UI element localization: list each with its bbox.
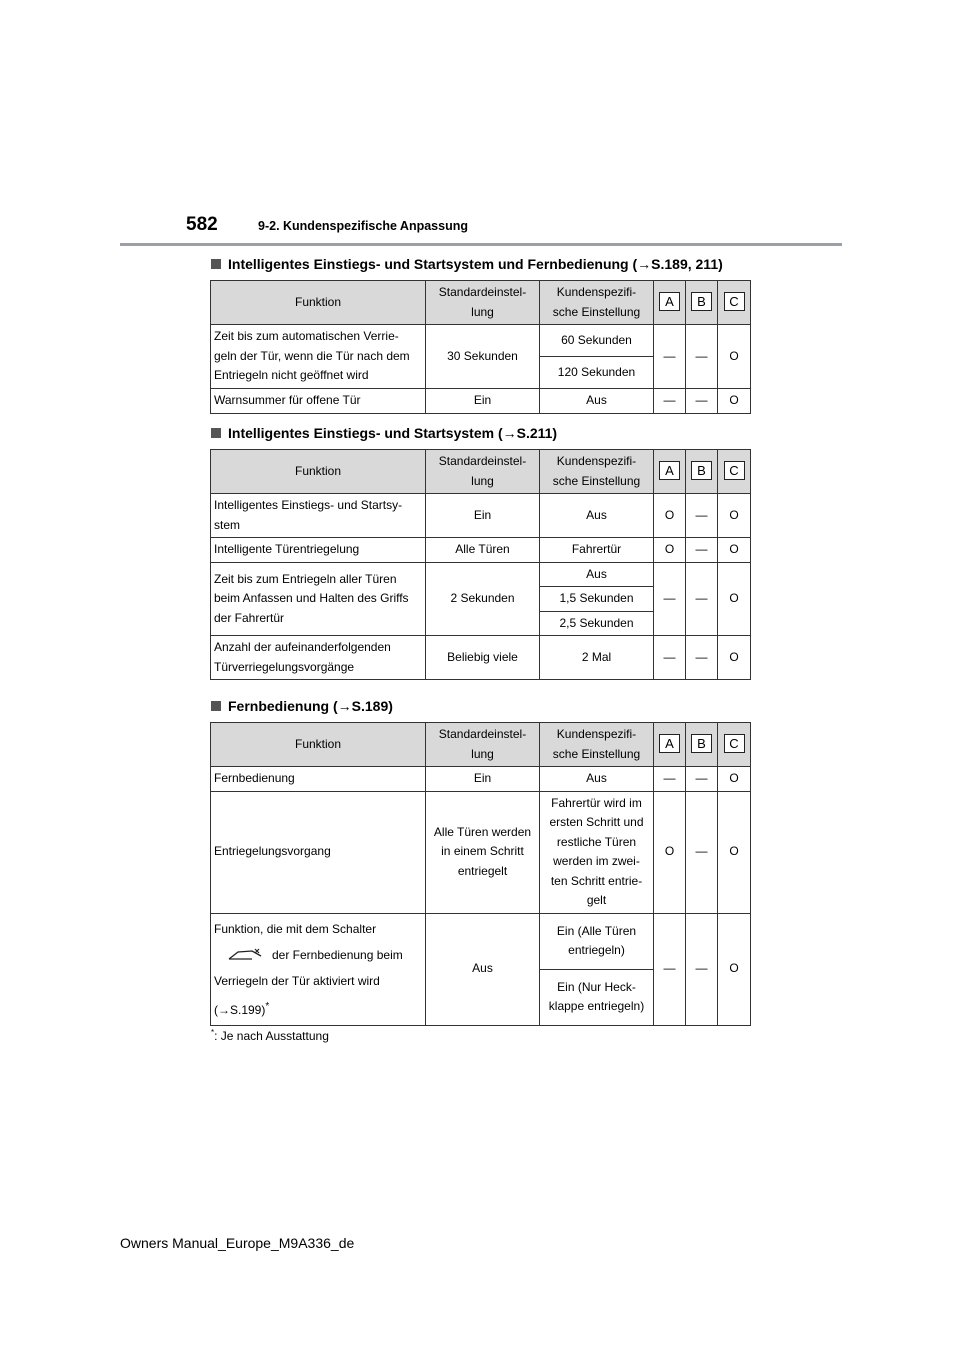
car-lock-icon xyxy=(226,947,264,963)
column-header-default: Standardeinstel- lung xyxy=(426,723,540,767)
mark-b: — xyxy=(686,767,718,792)
default-cell: Ein xyxy=(426,389,540,414)
table-row xyxy=(211,636,751,680)
table-header-row xyxy=(211,281,751,325)
mark-c: O xyxy=(718,791,751,913)
mark-c: O xyxy=(718,538,751,563)
function-cell: Entriegelungsvorgang xyxy=(211,791,426,913)
settings-table-entry-start-remote xyxy=(210,280,751,414)
header-rule xyxy=(120,243,842,246)
section-title-remote xyxy=(211,698,393,714)
table-row xyxy=(211,494,751,538)
section-title-entry-start xyxy=(211,425,557,441)
chapter-title: 9-2. Kundenspezifische Anpassung xyxy=(258,219,468,233)
function-cell: Fernbedienung xyxy=(211,767,426,792)
table-row xyxy=(211,325,751,357)
mark-b: — xyxy=(686,791,718,913)
mark-c: O xyxy=(718,562,751,636)
option-cell: Aus xyxy=(540,562,654,587)
table-row xyxy=(211,791,751,913)
table-row xyxy=(211,913,751,969)
mark-a: — xyxy=(654,636,686,680)
mark-a: — xyxy=(654,913,686,1025)
mark-c: O xyxy=(718,494,751,538)
option-cell: 120 Sekunden xyxy=(540,357,654,389)
option-cell: 1,5 Sekunden xyxy=(540,587,654,612)
column-header-default: Standardeinstel- lung xyxy=(426,281,540,325)
column-header-c: C xyxy=(718,723,751,767)
section-title-text: Fernbedienung (→S.189) xyxy=(228,698,393,714)
table-row xyxy=(211,562,751,587)
column-header-custom: Kundenspezifi- sche Einstellung xyxy=(540,281,654,325)
mark-b: — xyxy=(686,389,718,414)
column-header-b: B xyxy=(686,450,718,494)
table-row xyxy=(211,767,751,792)
mark-c: O xyxy=(718,636,751,680)
column-header-c: C xyxy=(718,281,751,325)
table-row xyxy=(211,538,751,563)
remote-switch-line: der Fernbedienung beim xyxy=(214,942,403,968)
option-cell: Aus xyxy=(540,389,654,414)
mark-b: — xyxy=(686,913,718,1025)
default-cell: 2 Sekunden xyxy=(426,562,540,636)
footnote: *: Je nach Ausstattung xyxy=(211,1028,329,1043)
function-cell: Intelligente Türentriegelung xyxy=(211,538,426,563)
table-header-row xyxy=(211,450,751,494)
page-number: 582 xyxy=(186,214,218,235)
section-title-text: Intelligentes Einstiegs- und Startsystem und Fernbedienung (→S.189, 211) xyxy=(228,256,723,272)
mark-a: — xyxy=(654,325,686,389)
default-cell: Ein xyxy=(426,767,540,792)
function-cell: Funktion, die mit dem Schalter der Fernbedienung beim Verriegeln der Tür aktiviert wird (→S.199)* xyxy=(211,913,426,1025)
settings-table-remote xyxy=(210,722,751,1026)
section-title-text: Intelligentes Einstiegs- und Startsystem (→S.211) xyxy=(228,425,558,441)
square-bullet-icon xyxy=(211,259,221,269)
function-cell: Zeit bis zum automatischen Verrie- geln der Tür, wenn die Tür nach dem Entriegeln nicht geöffnet wird xyxy=(211,325,426,389)
mark-c: O xyxy=(718,325,751,389)
mark-a: O xyxy=(654,791,686,913)
section-title-entry-start-remote xyxy=(211,256,723,272)
option-cell: Aus xyxy=(540,494,654,538)
column-header-b: B xyxy=(686,281,718,325)
default-cell: Alle Türen xyxy=(426,538,540,563)
column-header-a: A xyxy=(654,281,686,325)
option-cell: Fahrertür xyxy=(540,538,654,563)
mark-b: — xyxy=(686,538,718,563)
column-header-function: Funktion xyxy=(211,281,426,325)
mark-a: O xyxy=(654,494,686,538)
mark-c: O xyxy=(718,389,751,414)
mark-a: — xyxy=(654,562,686,636)
option-cell: Fahrertür wird im ersten Schritt und restliche Türen werden im zwei- ten Schritt entrie- gelt xyxy=(540,791,654,913)
function-cell: Intelligentes Einstiegs- und Startsy- stem xyxy=(211,494,426,538)
mark-a: O xyxy=(654,538,686,563)
table-row xyxy=(211,389,751,414)
column-header-a: A xyxy=(654,450,686,494)
function-cell: Anzahl der aufeinanderfolgenden Türverriegelungsvorgänge xyxy=(211,636,426,680)
column-header-a: A xyxy=(654,723,686,767)
mark-b: — xyxy=(686,562,718,636)
mark-c: O xyxy=(718,913,751,1025)
option-cell: Ein (Alle Türen entriegeln) xyxy=(540,913,654,969)
function-cell: Zeit bis zum Entriegeln aller Türen beim Anfassen und Halten des Griffs der Fahrertür xyxy=(211,562,426,636)
square-bullet-icon xyxy=(211,701,221,711)
mark-a: — xyxy=(654,767,686,792)
column-header-function: Funktion xyxy=(211,723,426,767)
column-header-c: C xyxy=(718,450,751,494)
mark-b: — xyxy=(686,636,718,680)
function-cell: Warnsummer für offene Tür xyxy=(211,389,426,414)
square-bullet-icon xyxy=(211,428,221,438)
mark-b: — xyxy=(686,494,718,538)
column-header-custom: Kundenspezifi- sche Einstellung xyxy=(540,450,654,494)
default-cell: Beliebig viele xyxy=(426,636,540,680)
option-cell: 60 Sekunden xyxy=(540,325,654,357)
table-header-row xyxy=(211,723,751,767)
option-cell: Aus xyxy=(540,767,654,792)
option-cell: Ein (Nur Heck- klappe entriegeln) xyxy=(540,969,654,1025)
default-cell: Aus xyxy=(426,913,540,1025)
footer-document-id: Owners Manual_Europe_M9A336_de xyxy=(120,1235,355,1251)
mark-c: O xyxy=(718,767,751,792)
column-header-function: Funktion xyxy=(211,450,426,494)
column-header-default: Standardeinstel- lung xyxy=(426,450,540,494)
mark-a: — xyxy=(654,389,686,414)
option-cell: 2 Mal xyxy=(540,636,654,680)
option-cell: 2,5 Sekunden xyxy=(540,611,654,636)
column-header-b: B xyxy=(686,723,718,767)
mark-b: — xyxy=(686,325,718,389)
default-cell: 30 Sekunden xyxy=(426,325,540,389)
default-cell: Ein xyxy=(426,494,540,538)
settings-table-entry-start xyxy=(210,449,751,680)
column-header-custom: Kundenspezifi- sche Einstellung xyxy=(540,723,654,767)
default-cell: Alle Türen werden in einem Schritt entriegelt xyxy=(426,791,540,913)
